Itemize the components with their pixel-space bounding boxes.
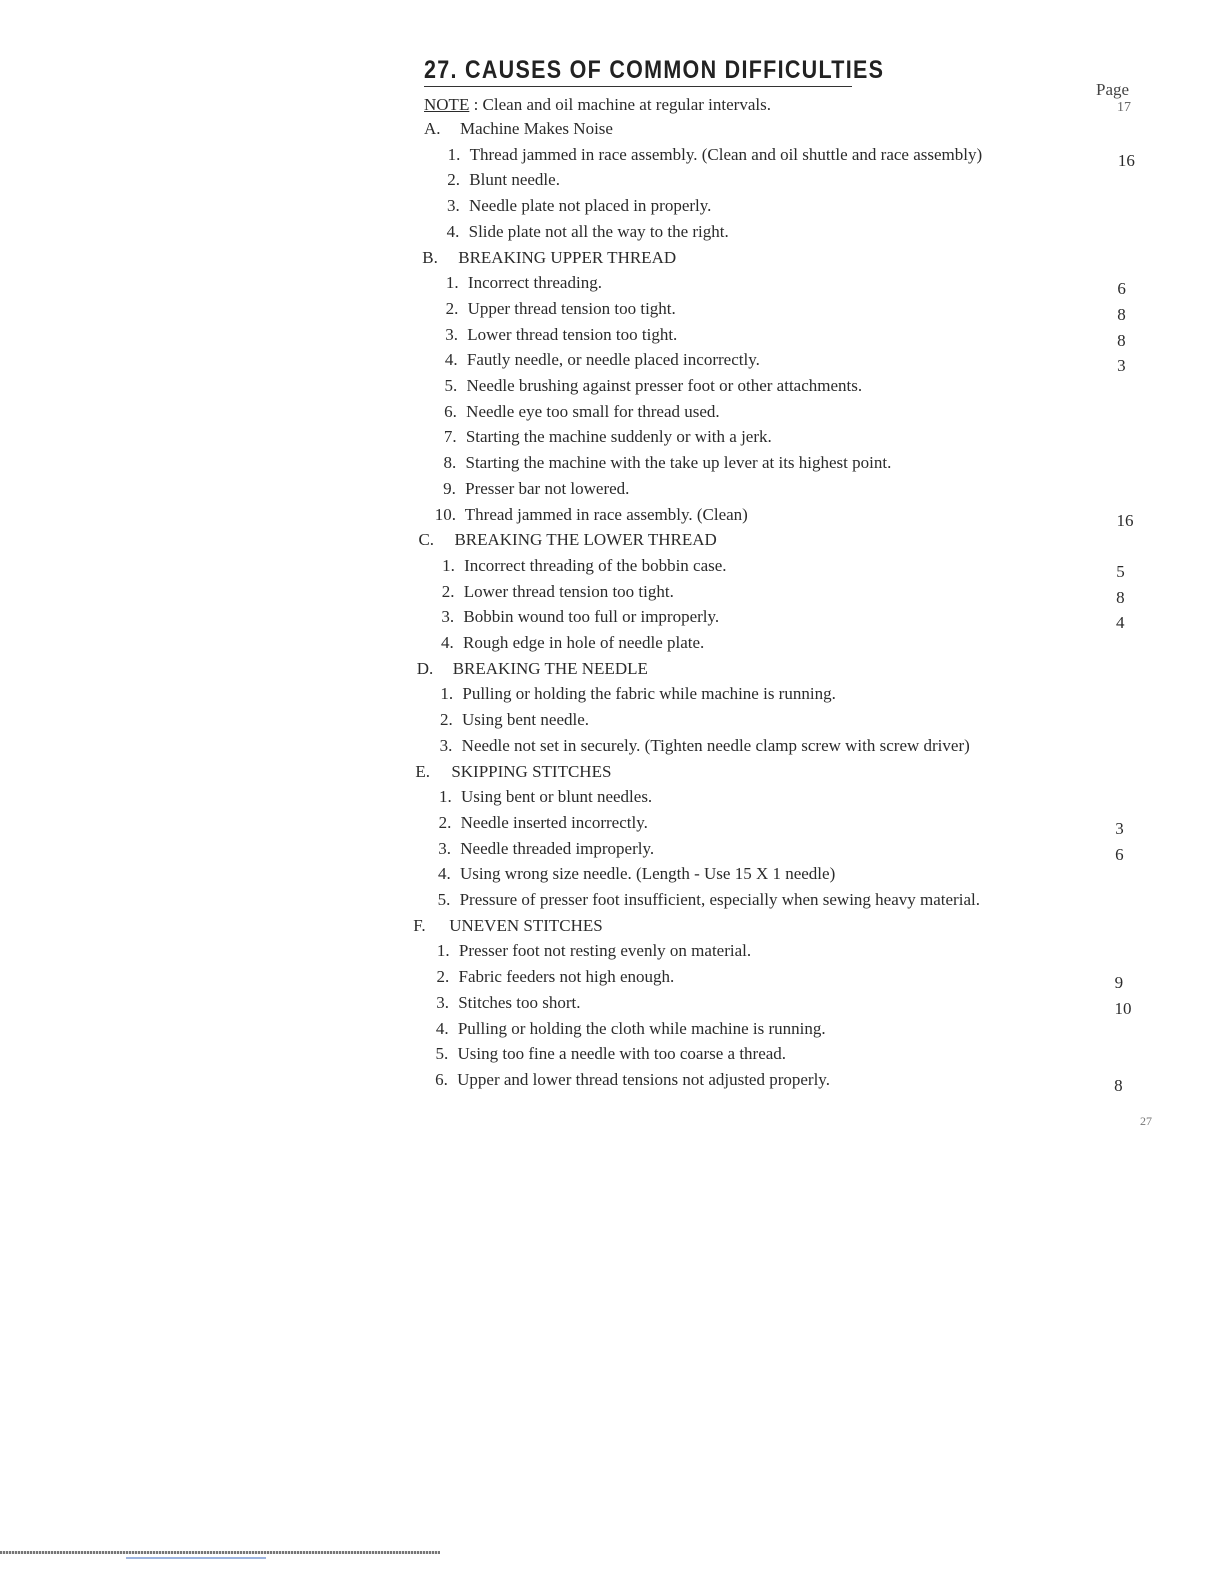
list-item	[439, 813, 648, 833]
note-label: NOTE	[424, 95, 470, 114]
section-heading	[422, 248, 676, 268]
list-item	[439, 787, 652, 807]
item-number: 4.	[441, 633, 454, 652]
page-reference: 3	[1117, 356, 1126, 376]
item-text: Needle eye too small for thread used.	[466, 401, 720, 421]
section-heading	[413, 916, 602, 936]
section-heading	[417, 659, 648, 679]
item-text: Thread jammed in race assembly. (Clean and oil shuttle and race assembly)	[469, 144, 983, 164]
list-item	[446, 299, 676, 319]
list-item	[444, 427, 772, 447]
section-letter: C.	[418, 530, 435, 550]
item-number: 1.	[436, 941, 450, 961]
item-text: Pulling or holding the cloth while machine is running.	[457, 1018, 826, 1038]
section-letter: D.	[416, 658, 434, 678]
item-number: 2.	[445, 298, 459, 318]
list-item	[441, 607, 719, 627]
item-text: Upper thread tension too tight.	[467, 298, 676, 318]
page-reference: 8	[1114, 1075, 1123, 1095]
item-text: Presser foot not resting evenly on material.	[458, 941, 752, 961]
list-item	[436, 993, 580, 1013]
list-item	[448, 145, 983, 165]
item-text: Using bent or blunt needles.	[460, 787, 653, 807]
section-heading	[415, 762, 611, 782]
item-text: Fabric feeders not high enough.	[458, 967, 675, 987]
item-number: 4.	[437, 864, 451, 884]
item-number: 3.	[438, 838, 452, 858]
item-text: Lower thread tension too tight.	[463, 581, 674, 601]
section-heading	[424, 119, 613, 139]
item-text: Rough edge in hole of needle plate.	[463, 633, 705, 652]
item-number: 4.	[435, 1018, 449, 1038]
item-number: 10.	[434, 504, 457, 524]
item-number: 2.	[438, 812, 452, 832]
item-number: 1.	[447, 144, 461, 164]
page-reference: 5	[1116, 561, 1125, 581]
item-text: Using wrong size needle. (Length - Use 15 X 1 needle)	[459, 864, 836, 884]
section-letter: A.	[424, 119, 441, 138]
item-number: 3.	[441, 607, 455, 627]
item-text: Needle not set in securely. (Tighten needle clamp screw with screw driver)	[461, 735, 970, 755]
list-item	[442, 556, 726, 576]
list-item	[445, 325, 677, 345]
item-text: Presser bar not lowered.	[465, 478, 630, 498]
list-item	[440, 684, 835, 704]
page-reference: 8	[1116, 587, 1125, 607]
note-text: : Clean and oil machine at regular intervals.	[469, 95, 771, 114]
item-text: Incorrect threading.	[467, 273, 602, 293]
item-text: Blunt needle.	[469, 170, 560, 190]
section-title: BREAKING THE NEEDLE	[452, 658, 648, 678]
item-text: Using bent needle.	[462, 710, 590, 730]
list-item	[441, 633, 704, 653]
list-item	[435, 1070, 830, 1090]
item-number: 1.	[442, 555, 455, 575]
section-title: BREAKING THE LOWER THREAD	[454, 530, 717, 550]
scan-artifact-link	[126, 1557, 266, 1559]
item-text: Lower thread tension too tight.	[467, 324, 678, 344]
item-number: 2.	[441, 581, 455, 601]
list-item	[444, 402, 720, 422]
item-text: Using too fine a needle with too coarse a thread.	[457, 1044, 787, 1064]
item-text: Stitches too short.	[458, 992, 581, 1012]
item-text: Needle plate not placed in properly.	[468, 196, 712, 216]
list-item	[437, 967, 675, 987]
corner-mark: 27	[1140, 1114, 1152, 1128]
item-text: Slide plate not all the way to the right.	[468, 221, 729, 241]
note	[424, 95, 771, 115]
section-letter: E.	[415, 761, 430, 781]
item-number: 5.	[435, 1044, 449, 1064]
section-title: BREAKING UPPER THREAD	[458, 247, 677, 267]
section-title: SKIPPING STITCHES	[451, 761, 612, 781]
list-item	[437, 941, 751, 961]
list-item	[442, 582, 674, 602]
page-title: 27. CAUSES OF COMMON DIFFICULTIES	[424, 56, 885, 84]
item-text: Needle threaded improperly.	[460, 838, 655, 858]
section-letter: B.	[422, 247, 438, 267]
item-number: 3.	[436, 992, 449, 1012]
list-item	[440, 710, 589, 730]
section-letter: F.	[413, 915, 426, 935]
section-heading	[418, 530, 716, 550]
item-number: 3.	[445, 324, 458, 344]
page-column-header-number: 17	[1117, 100, 1131, 115]
page-reference: 16	[1117, 150, 1135, 170]
section-title: UNEVEN STITCHES	[449, 915, 603, 935]
item-number: 4.	[446, 221, 460, 241]
item-number: 5.	[444, 376, 458, 395]
item-number: 7.	[443, 427, 457, 447]
item-number: 2.	[447, 170, 461, 190]
page-reference: 8	[1117, 304, 1126, 324]
item-number: 1.	[438, 787, 452, 807]
page-reference: 8	[1117, 330, 1126, 350]
page-column-header: Page	[1096, 80, 1130, 99]
item-text: Starting the machine with the take up lever at its highest point.	[465, 453, 892, 473]
item-number: 6.	[435, 1069, 448, 1089]
item-text: Thread jammed in race assembly. (Clean)	[464, 504, 748, 524]
item-text: Needle brushing against presser foot or other attachments.	[466, 376, 863, 395]
item-number: 3.	[439, 735, 453, 755]
item-text: Starting the machine suddenly or with a jerk.	[465, 427, 772, 447]
item-text: Needle inserted incorrectly.	[460, 812, 648, 832]
title-underline	[424, 86, 852, 87]
page-reference: 4	[1116, 613, 1125, 633]
item-text: Upper and lower thread tensions not adjusted properly.	[457, 1069, 830, 1089]
item-number: 6.	[444, 401, 457, 421]
page-reference: 16	[1116, 510, 1134, 530]
item-number: 2.	[436, 967, 450, 987]
list-item	[438, 890, 980, 910]
item-number: 1.	[440, 684, 454, 704]
list-item	[443, 453, 891, 473]
page-reference: 6	[1115, 844, 1124, 864]
item-number: 1.	[445, 273, 459, 293]
page-reference: 3	[1115, 818, 1124, 838]
list-item	[446, 273, 602, 293]
item-text: Bobbin wound too full or improperly.	[463, 607, 720, 627]
item-number: 3.	[446, 196, 460, 216]
list-item	[447, 222, 729, 242]
item-text: Incorrect threading of the bobbin case.	[464, 555, 727, 575]
item-text: Pressure of presser foot insufficient, especially when sewing heavy material.	[459, 890, 980, 909]
list-item	[438, 839, 654, 859]
scan-artifact	[0, 1551, 440, 1554]
list-item	[435, 505, 748, 525]
list-item	[440, 736, 970, 756]
item-text: Fautly needle, or needle placed incorrectly.	[466, 350, 760, 370]
page-reference: 9	[1114, 973, 1124, 993]
list-item	[445, 350, 760, 370]
item-number: 5.	[437, 890, 451, 909]
item-number: 4.	[444, 350, 458, 370]
list-item	[447, 170, 560, 190]
list-item	[447, 196, 711, 216]
item-number: 8.	[443, 453, 457, 473]
list-item	[438, 864, 835, 884]
list-item	[436, 1044, 787, 1064]
item-number: 9.	[443, 478, 456, 498]
item-number: 2.	[440, 710, 453, 730]
page-reference: 6	[1117, 279, 1126, 299]
list-item	[443, 479, 629, 499]
item-text: Pulling or holding the fabric while machine is running.	[462, 684, 836, 704]
section-title: Machine Makes Noise	[460, 119, 613, 138]
list-item	[445, 376, 863, 396]
list-item	[436, 1019, 826, 1039]
page-reference: 10	[1114, 998, 1132, 1018]
